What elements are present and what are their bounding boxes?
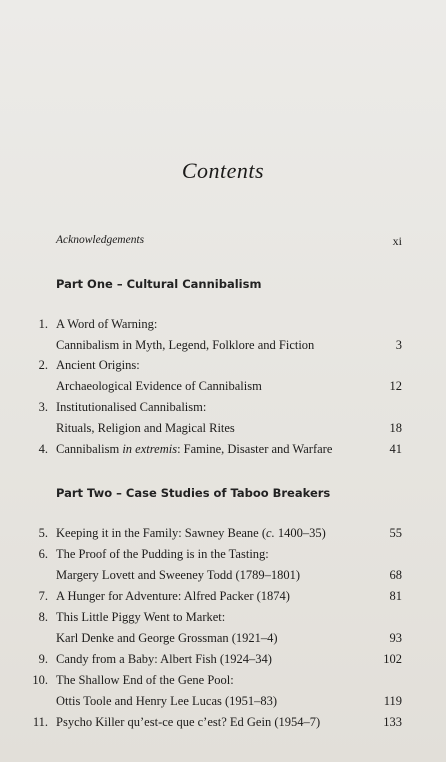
toc-entry-8-subtitle[interactable]: [0, 631, 446, 651]
toc-entry-title: Candy from a Baby: Albert Fish (1924–34): [56, 652, 272, 666]
title-text: Cannibalism: [56, 442, 123, 456]
toc-page-number: 18: [389, 421, 402, 435]
part-two-heading: Part Two – Case Studies of Taboo Breakers: [56, 486, 331, 500]
toc-entry-title: A Word of Warning:: [56, 317, 158, 331]
toc-entry-number: 10.: [32, 673, 48, 687]
title-text: Keeping it in the Family: Sawney Beane (: [56, 526, 267, 540]
toc-entry-subtitle: Cannibalism in Myth, Legend, Folklore and Fiction: [56, 338, 315, 352]
part-one-heading: Part One – Cultural Cannibalism: [56, 277, 262, 291]
toc-entry-subtitle: Margery Lovett and Sweeney Todd (1789–1801): [56, 568, 301, 582]
toc-entry-4[interactable]: [0, 442, 446, 462]
toc-entry-title: Institutionalised Cannibalism:: [56, 400, 207, 414]
toc-page-number: 3: [395, 338, 402, 352]
toc-entry-subtitle: Archaeological Evidence of Cannibalism: [56, 379, 262, 393]
toc-entry-subtitle: Ottis Toole and Henry Lee Lucas (1951–83): [56, 694, 278, 708]
toc-entry-number: 1.: [38, 317, 48, 331]
toc-entry-number: 5.: [38, 526, 48, 540]
toc-entry-1[interactable]: [0, 317, 446, 337]
toc-entry-7[interactable]: [0, 589, 446, 609]
toc-entry-title: [56, 526, 326, 541]
toc-entry-title: The Shallow End of the Gene Pool:: [56, 673, 234, 687]
toc-entry-title: [56, 442, 332, 457]
toc-entry-1-subtitle[interactable]: [0, 338, 446, 358]
toc-entry-6-subtitle[interactable]: [0, 568, 446, 588]
toc-entry-title: Ancient Origins:: [56, 358, 140, 372]
toc-entry-subtitle: Rituals, Religion and Magical Rites: [56, 421, 235, 435]
toc-page-number: 68: [389, 568, 402, 582]
toc-entry-title: Acknowledgements: [56, 234, 145, 246]
toc-page-number: 93: [389, 631, 402, 645]
title-italic-text: c.: [266, 526, 275, 540]
toc-entry-title: A Hunger for Adventure: Alfred Packer (1874): [56, 589, 290, 603]
toc-entry-10-subtitle[interactable]: [0, 694, 446, 714]
toc-entry-subtitle: Karl Denke and George Grossman (1921–4): [56, 631, 278, 645]
toc-acknowledgements[interactable]: [0, 234, 446, 254]
toc-entry-number: 3.: [38, 400, 48, 414]
toc-page-number: 41: [389, 442, 402, 456]
toc-entry-10[interactable]: [0, 673, 446, 693]
toc-entry-number: 4.: [38, 442, 48, 456]
toc-page-number: 81: [389, 589, 402, 603]
toc-page-number: xi: [392, 234, 402, 248]
toc-entry-2-subtitle[interactable]: [0, 379, 446, 399]
toc-entry-number: 7.: [38, 589, 48, 603]
toc-entry-3-subtitle[interactable]: [0, 421, 446, 441]
title-text: : Famine, Disaster and Warfare: [177, 442, 333, 456]
toc-entry-number: 9.: [38, 652, 48, 666]
toc-page-number: 12: [389, 379, 402, 393]
toc-entry-title: This Little Piggy Went to Market:: [56, 610, 226, 624]
toc-page-number: 133: [383, 715, 402, 729]
toc-entry-9[interactable]: [0, 652, 446, 672]
title-italic-text: in extremis: [122, 442, 178, 456]
toc-page-number: 119: [383, 694, 402, 708]
toc-entry-number: 6.: [38, 547, 48, 561]
toc-entry-title: Psycho Killer qu’est-ce que c’est? Ed Gein (1954–7): [56, 715, 321, 729]
toc-entry-3[interactable]: [0, 400, 446, 420]
toc-page-number: 102: [383, 652, 402, 666]
toc-page-number: 55: [389, 526, 402, 540]
toc-entry-2[interactable]: [0, 358, 446, 378]
toc-entry-8[interactable]: [0, 610, 446, 630]
toc-entry-number: 2.: [38, 358, 48, 372]
toc-entry-number: 8.: [38, 610, 48, 624]
toc-entry-5[interactable]: [0, 526, 446, 546]
toc-entry-6[interactable]: [0, 547, 446, 567]
toc-entry-11[interactable]: [0, 715, 446, 735]
title-text: 1400–35): [274, 526, 326, 540]
toc-entry-number: 11.: [32, 715, 48, 729]
page-title: Contents: [181, 158, 265, 183]
toc-entry-title: The Proof of the Pudding is in the Tasting:: [56, 547, 269, 561]
